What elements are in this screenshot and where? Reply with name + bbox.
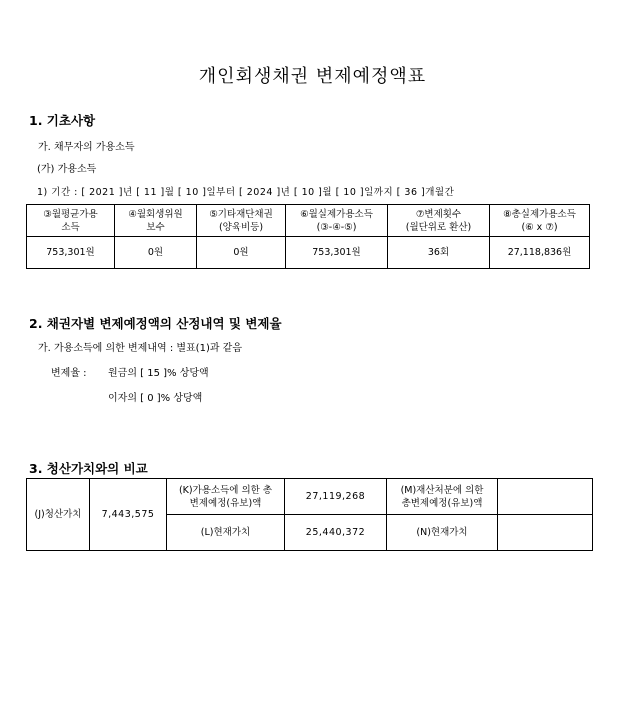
l-value: 25,440,372 [285,515,387,551]
income-table [26,204,590,269]
section3-heading: 3. 청산가치와의 비교 [29,461,148,476]
section1-heading: 1. 기초사항 [29,113,96,128]
k-label: (K)가용소득에 의한 총 변제예정(유보)액 [167,479,285,515]
header-cell: ④월회생위원 보수 [115,205,197,237]
liquidation-comparison-table [26,478,593,551]
header-cell: ⑤기타재단채권 (양육비등) [197,205,286,237]
header-cell: ⑦변제횟수 (월단위로 환산) [388,205,490,237]
liquidation-value-label: (J)청산가치 [27,479,90,551]
value-cell: 753,301원 [286,237,388,269]
period-text: 1) 기간 : [ 2021 ]년 [ 11 ]월 [ 10 ]일부터 [ 2024 ]년 [ 10 ]월 [ 10 ]일까지 [ 36 ]개월간 [37,187,455,198]
document-title: 개인회생채권 변제예정액표 [198,66,427,87]
value-cell: 753,301원 [27,237,115,269]
header-cell: ⑧총실제가용소득 (⑥ x ⑦) [490,205,590,237]
interest-rate: 이자의 [ 0 ]% 상당액 [108,393,203,404]
liquidation-value: 7,443,575 [90,479,167,551]
section2-sub-a: 가. 가용소득에 의한 변제내역 : 별표(1)과 같음 [38,343,243,354]
m-value [498,479,593,515]
k-value: 27,119,268 [285,479,387,515]
section1-sub-a: 가. 채무자의 가용소득 [38,142,135,153]
value-cell: 36회 [388,237,490,269]
header-cell: ⑥월실제가용소득 (③-④-⑤) [286,205,388,237]
comparison-row [27,479,593,515]
section2-heading: 2. 채권자별 변제예정액의 산정내역 및 변제율 [29,316,282,331]
header-cell: ③월평균가용 소득 [27,205,115,237]
l-label: (L)현재가치 [167,515,285,551]
n-value [498,515,593,551]
n-label: (N)현재가치 [387,515,498,551]
value-cell: 0원 [197,237,286,269]
principal-rate: 원금의 [ 15 ]% 상당액 [108,368,209,379]
section1-sub-b: (가) 가용소득 [37,164,97,175]
income-table-header-row [27,205,590,237]
value-cell: 27,118,836원 [490,237,590,269]
repayment-rate-label: 변제율 : [51,368,87,379]
income-table-value-row [27,237,590,269]
m-label: (M)재산처분에 의한 총변제예정(유보)액 [387,479,498,515]
value-cell: 0원 [115,237,197,269]
